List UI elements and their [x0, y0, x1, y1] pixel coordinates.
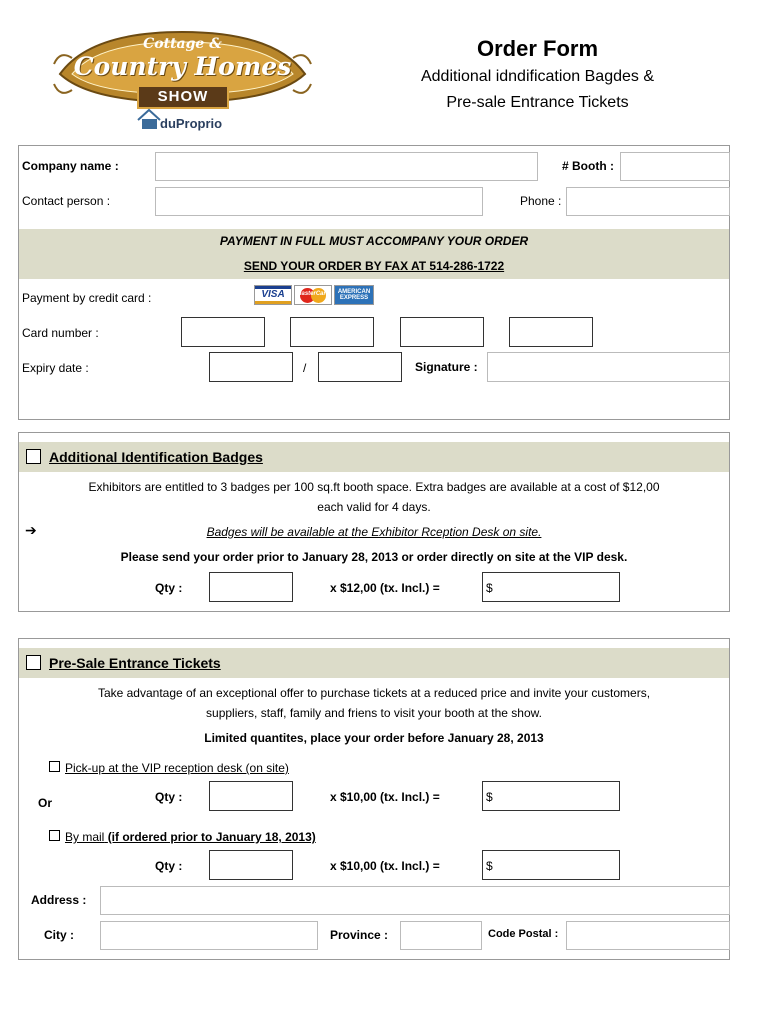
- arrow-icon: ➔: [25, 522, 37, 538]
- province-label: Province :: [330, 928, 389, 942]
- badges-total-field[interactable]: [482, 572, 620, 602]
- tickets-description-1: Take advantage of an exceptional offer to purchase tickets at a reduced price and invite your customers,: [97, 686, 651, 700]
- mastercard-logo: [294, 285, 332, 305]
- expiry-month-field[interactable]: [209, 352, 293, 382]
- company-name-field[interactable]: [155, 152, 538, 181]
- pickup-price-label: x $10,00 (tx. Incl.) =: [330, 790, 440, 804]
- tickets-title: Pre-Sale Entrance Tickets: [49, 655, 221, 671]
- visa-logo: [254, 285, 292, 305]
- city-label: City :: [44, 928, 74, 942]
- postal-code-field[interactable]: [566, 921, 730, 950]
- mastercard-text: MasterCard: [296, 291, 330, 297]
- badges-price-label: x $12,00 (tx. Incl.) =: [330, 581, 440, 595]
- pickup-checkbox[interactable]: [49, 761, 60, 772]
- phone-field[interactable]: [566, 187, 730, 216]
- page-subtitle-2: Pre-sale Entrance Tickets: [446, 94, 629, 111]
- credit-card-label: Payment by credit card :: [22, 291, 152, 305]
- tickets-description-2: suppliers, staff, family and friens to visit your booth at the show.: [206, 706, 542, 720]
- or-label: Or: [38, 796, 53, 810]
- address-label: Address :: [31, 893, 87, 907]
- expiry-date-label: Expiry date :: [22, 361, 89, 375]
- mail-qty-label: Qty :: [155, 859, 183, 873]
- city-field[interactable]: [100, 921, 318, 950]
- mail-option-note: (if ordered prior to January 18, 2013): [107, 830, 316, 844]
- signature-field[interactable]: [487, 352, 730, 382]
- expiry-year-field[interactable]: [318, 352, 402, 382]
- mail-qty-field[interactable]: [209, 850, 293, 880]
- badges-title: Additional Identification Badges: [49, 449, 263, 465]
- logo-line2: Country Homes: [73, 52, 292, 81]
- booth-field[interactable]: [620, 152, 730, 181]
- logo-sponsor: duProprio: [160, 116, 223, 131]
- badges-note: Badges will be available at the Exhibitor Rception Desk on site.: [206, 525, 542, 539]
- badges-checkbox[interactable]: [26, 449, 41, 464]
- badges-qty-label: Qty :: [155, 581, 183, 595]
- contact-person-field[interactable]: [155, 187, 483, 216]
- pickup-qty-label: Qty :: [155, 790, 183, 804]
- pickup-qty-field[interactable]: [209, 781, 293, 811]
- mail-checkbox[interactable]: [49, 830, 60, 841]
- badges-description-2: each valid for 4 days.: [317, 500, 431, 514]
- badges-description-1: Exhibitors are entitled to 3 badges per 100 sq.ft booth space. Extra badges are available at a cost of $12,00: [88, 480, 660, 494]
- logo-line3: SHOW: [157, 88, 209, 105]
- page-title: Order Form: [476, 36, 599, 61]
- amex-logo: [334, 285, 374, 305]
- pickup-total-currency: $: [486, 790, 493, 804]
- address-field[interactable]: [100, 886, 730, 915]
- mail-option-text: By mail: [65, 830, 105, 844]
- badges-qty-field[interactable]: [209, 572, 293, 602]
- mail-total-currency: $: [486, 859, 493, 873]
- pickup-label: Pick-up at the VIP reception desk (on site): [65, 761, 289, 775]
- card-number-field-1[interactable]: [181, 317, 265, 347]
- mail-label: [65, 830, 316, 844]
- amex-text-2: EXPRESS: [339, 295, 369, 301]
- expiry-separator: /: [303, 361, 307, 375]
- payment-notice: PAYMENT IN FULL MUST ACCOMPANY YOUR ORDER: [219, 234, 529, 248]
- logo: [50, 24, 315, 136]
- card-number-field-3[interactable]: [400, 317, 484, 347]
- page-subtitle-1: Additional idndification Bagdes &: [420, 68, 655, 85]
- phone-label: Phone :: [520, 194, 562, 208]
- pickup-total-field[interactable]: [482, 781, 620, 811]
- tickets-checkbox[interactable]: [26, 655, 41, 670]
- badges-deadline: Please send your order prior to January 28, 2013 or order directly on site at the VIP desk.: [120, 550, 628, 564]
- visa-text: VISA: [255, 286, 291, 304]
- fax-notice: SEND YOUR ORDER BY FAX AT 514-286-1722: [243, 259, 505, 273]
- company-name-label: Company name :: [22, 159, 119, 173]
- postal-code-label: Code Postal :: [488, 928, 559, 940]
- contact-person-label: Contact person :: [22, 194, 111, 208]
- card-number-label: Card number :: [22, 326, 99, 340]
- card-number-field-4[interactable]: [509, 317, 593, 347]
- amex-text-1: AMERICAN: [337, 289, 371, 295]
- card-number-field-2[interactable]: [290, 317, 374, 347]
- tickets-deadline: Limited quantites, place your order before January 28, 2013: [204, 731, 544, 745]
- badges-total-currency: $: [486, 581, 493, 595]
- mail-total-field[interactable]: [482, 850, 620, 880]
- booth-label: # Booth :: [562, 159, 614, 173]
- logo-line1: Cottage &: [143, 36, 222, 52]
- province-field[interactable]: [400, 921, 482, 950]
- signature-label: Signature :: [415, 360, 478, 374]
- mail-price-label: x $10,00 (tx. Incl.) =: [330, 859, 440, 873]
